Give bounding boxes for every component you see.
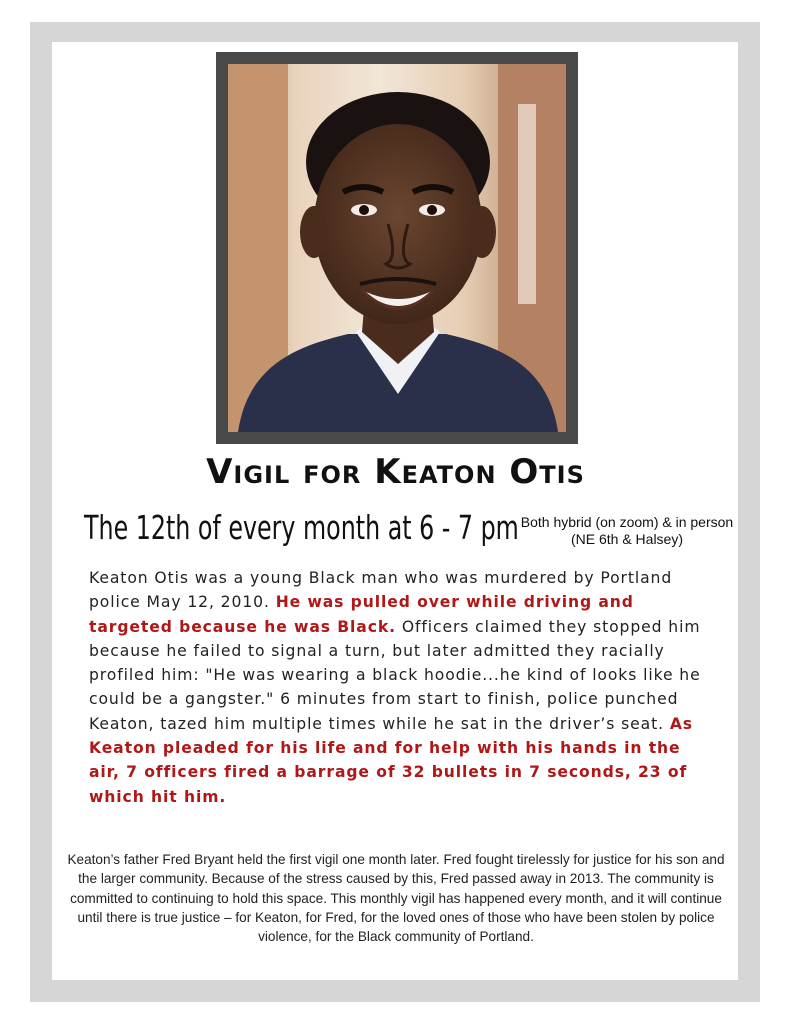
vigil-schedule: The 12th of every month at 6 - 7 pm xyxy=(84,508,519,547)
story-text: Officers claimed they stopped him because he failed to signal a turn, but later admitted they racially profiled him: "He was wearing a black hoodie...he kind of looks like he could be a gangster." 6 minutes from start to finish, police punched Keaton, tazed him multiple times while he sat in the driver’s seat. xyxy=(89,617,701,733)
story-highlight: As Keaton pleaded for his life and for help with his hands in the air, 7 officers fired a barrage of 32 bullets in 7 seconds, 23 of which hit him. xyxy=(89,714,693,806)
portrait-photo xyxy=(228,64,566,432)
story-text: Keaton Otis was a young Black man who was murdered by Portland police May 12, 2010. xyxy=(89,569,673,612)
story-highlight: He was pulled over while driving and targeted because he was Black. xyxy=(89,593,634,636)
story-paragraph xyxy=(89,566,709,809)
portrait-frame xyxy=(216,52,578,444)
closing-paragraph: Keaton’s father Fred Bryant held the first vigil one month later. Fred fought tirelessly for justice for his son and the larger community. Because of the stress caused by this, Fred passed away in 2013. The community is committed to continuing to hold this space. This monthly vigil has happened every month, and it will continue until there is true justice – for Keaton, for Fred, for the loved ones of those who have been stolen by police violence, for the Black community of Portland. xyxy=(67,852,725,945)
vigil-format-note: Both hybrid (on zoom) & in person (NE 6th & Halsey) xyxy=(520,514,734,547)
poster-title: Vigil for Keaton Otis xyxy=(206,452,585,492)
portrait-illustration xyxy=(228,64,566,432)
